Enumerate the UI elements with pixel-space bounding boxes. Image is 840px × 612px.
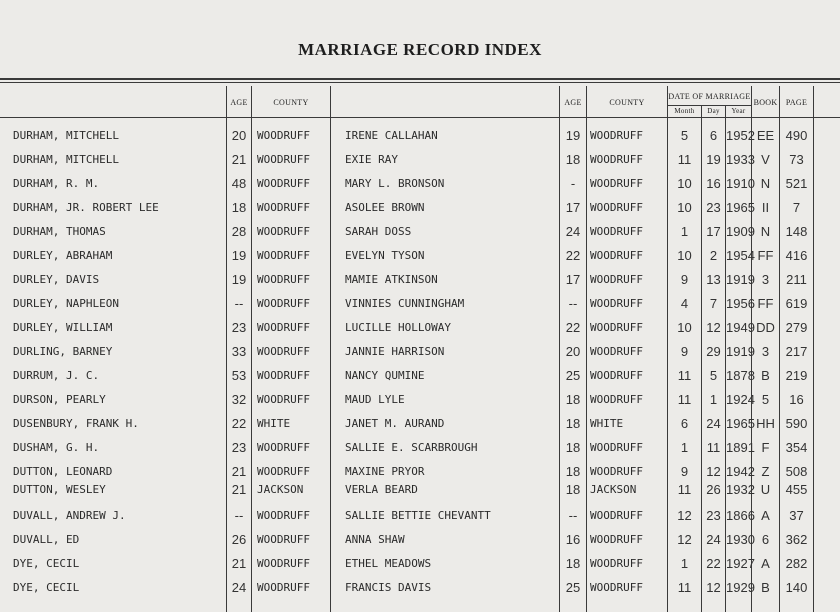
cell-bride: IRENE CALLAHAN (345, 129, 438, 142)
cell-b-county: WOODRUFF (590, 581, 643, 594)
cell-day: 12 (706, 320, 721, 335)
cell-groom: DURLEY, ABRAHAM (13, 249, 113, 262)
cell-month: 6 (680, 416, 689, 431)
cell-g-age: 28 (231, 224, 247, 239)
cell-bride: VERLA BEARD (345, 483, 418, 496)
cell-year: 1965 (726, 416, 755, 431)
cell-g-county: WOODRUFF (257, 321, 310, 334)
cell-groom: DURLEY, WILLIAM (13, 321, 113, 334)
table-row (0, 177, 840, 197)
cell-b-age: 16 (565, 532, 581, 547)
cell-page: 140 (785, 580, 808, 595)
table-row (0, 225, 840, 245)
cell-month: 12 (677, 508, 692, 523)
cell-b-county: WOODRUFF (590, 273, 643, 286)
cell-g-age: 21 (231, 556, 247, 571)
cell-day: 26 (706, 482, 721, 497)
cell-day: 16 (706, 176, 721, 191)
cell-b-age: 20 (565, 344, 581, 359)
cell-bride: MAXINE PRYOR (345, 465, 425, 478)
cell-bride: VINNIES CUNNINGHAM (345, 297, 465, 310)
cell-month: 11 (677, 392, 692, 407)
table-row (0, 441, 840, 461)
cell-day: 23 (706, 508, 721, 523)
header-book: BOOK (753, 98, 778, 107)
table-row (0, 417, 840, 437)
cell-year: 1954 (726, 248, 755, 263)
cell-year: 1949 (726, 320, 755, 335)
cell-page: 148 (785, 224, 808, 239)
cell-book: II (761, 200, 770, 215)
cell-g-county: WOODRUFF (257, 225, 310, 238)
cell-b-county: WOODRUFF (590, 201, 643, 214)
cell-g-age: 53 (231, 368, 247, 383)
cell-g-county: WOODRUFF (257, 177, 310, 190)
cell-day: 11 (706, 440, 721, 455)
table-row (0, 581, 840, 601)
cell-book: B (761, 368, 770, 383)
cell-day: 6 (709, 128, 718, 143)
cell-bride: ETHEL MEADOWS (345, 557, 432, 570)
cell-bride: EVELYN TYSON (345, 249, 425, 262)
header-year: Year (731, 107, 746, 115)
cell-day: 12 (706, 580, 721, 595)
cell-month: 4 (680, 296, 689, 311)
cell-b-county: WOODRUFF (590, 225, 643, 238)
cell-year: 1930 (726, 532, 755, 547)
header-county-bride: COUNTY (609, 98, 645, 107)
header-bottom-rule (0, 117, 840, 118)
cell-b-age: 18 (565, 416, 581, 431)
cell-b-county: WOODRUFF (590, 393, 643, 406)
cell-year: 1866 (726, 508, 755, 523)
cell-g-age: 18 (231, 200, 247, 215)
cell-groom: DURHAM, JR. ROBERT LEE (13, 201, 159, 214)
cell-day: 19 (706, 152, 721, 167)
cell-page: 73 (789, 152, 804, 167)
cell-g-county: WOODRUFF (257, 297, 310, 310)
cell-g-age: 24 (231, 580, 247, 595)
cell-book: 5 (761, 392, 770, 407)
cell-month: 12 (677, 532, 692, 547)
cell-groom: DYE, CECIL (13, 581, 80, 594)
cell-day: 12 (706, 464, 721, 479)
cell-page: 211 (786, 272, 807, 287)
header-age: AGE (230, 98, 248, 107)
cell-year: 1933 (726, 152, 755, 167)
cell-bride: EXIE RAY (345, 153, 398, 166)
cell-book: V (761, 152, 770, 167)
cell-b-age: 25 (565, 580, 581, 595)
cell-b-age: 18 (565, 440, 581, 455)
cell-month: 9 (680, 272, 689, 287)
cell-page: 362 (785, 532, 808, 547)
cell-book: N (760, 224, 771, 239)
table-row (0, 129, 840, 149)
header-age-bride: AGE (564, 98, 582, 107)
cell-book: A (761, 508, 770, 523)
cell-groom: DURLING, BARNEY (13, 345, 113, 358)
cell-month: 11 (677, 580, 692, 595)
cell-day: 1 (709, 392, 718, 407)
cell-b-age: 19 (565, 128, 581, 143)
header-page: PAGE (785, 98, 808, 107)
cell-day: 17 (706, 224, 721, 239)
date-subheader-rule (668, 105, 752, 106)
cell-month: 1 (680, 440, 689, 455)
cell-year: 1924 (726, 392, 755, 407)
cell-year: 1878 (726, 368, 755, 383)
cell-page: 590 (785, 416, 808, 431)
cell-b-county: JACKSON (590, 483, 637, 496)
cell-day: 23 (706, 200, 721, 215)
cell-g-county: WOODRUFF (257, 249, 310, 262)
cell-b-county: WOODRUFF (590, 129, 643, 142)
top-rule (0, 78, 840, 80)
cell-day: 22 (706, 556, 721, 571)
cell-b-county: WOODRUFF (590, 177, 643, 190)
cell-book: HH (756, 416, 775, 431)
cell-book: DD (756, 320, 775, 335)
cell-g-county: WOODRUFF (257, 465, 310, 478)
cell-groom: DURHAM, R. M. (13, 177, 100, 190)
cell-bride: JANET M. AURAND (345, 417, 445, 430)
top-rule-thin (0, 82, 840, 83)
cell-b-age: 22 (565, 248, 581, 263)
cell-b-county: WOODRUFF (590, 465, 643, 478)
cell-year: 1942 (726, 464, 755, 479)
cell-bride: MARY L. BRONSON (345, 177, 445, 190)
cell-bride: SARAH DOSS (345, 225, 412, 238)
cell-b-age: 17 (565, 272, 581, 287)
cell-groom: DURHAM, MITCHELL (13, 129, 119, 142)
cell-bride: ANNA SHAW (345, 533, 405, 546)
cell-bride: SALLIE BETTIE CHEVANTT (345, 509, 491, 522)
table-row (0, 557, 840, 577)
cell-g-age: 22 (231, 416, 247, 431)
cell-month: 10 (677, 320, 692, 335)
cell-g-age: 19 (231, 272, 247, 287)
cell-b-county: WOODRUFF (590, 533, 643, 546)
cell-page: 354 (785, 440, 808, 455)
cell-month: 9 (680, 464, 689, 479)
cell-day: 2 (709, 248, 718, 263)
cell-book: A (761, 556, 770, 571)
cell-groom: DURSON, PEARLY (13, 393, 106, 406)
cell-bride: JANNIE HARRISON (345, 345, 445, 358)
cell-g-county: WOODRUFF (257, 533, 310, 546)
cell-page: 508 (785, 464, 808, 479)
table-row (0, 297, 840, 317)
cell-g-age: 20 (231, 128, 247, 143)
cell-page: 219 (785, 368, 808, 383)
cell-month: 11 (677, 152, 692, 167)
cell-page: 7 (792, 200, 801, 215)
table-row (0, 369, 840, 389)
cell-year: 1952 (726, 128, 755, 143)
cell-month: 5 (680, 128, 689, 143)
cell-book: FF (757, 296, 774, 311)
cell-day: 13 (706, 272, 721, 287)
cell-g-age: 23 (231, 440, 247, 455)
cell-b-county: WOODRUFF (590, 557, 643, 570)
cell-g-county: JACKSON (257, 483, 304, 496)
cell-year: 1919 (726, 272, 755, 287)
cell-page: 455 (785, 482, 808, 497)
cell-b-county: WOODRUFF (590, 153, 643, 166)
cell-b-age: 18 (565, 482, 581, 497)
header-county: COUNTY (273, 98, 309, 107)
header-date-of-marriage: DATE OF MARRIAGE (668, 92, 751, 101)
cell-groom: DUTTON, LEONARD (13, 465, 113, 478)
cell-g-county: WOODRUFF (257, 201, 310, 214)
cell-groom: DYE, CECIL (13, 557, 80, 570)
cell-b-county: WOODRUFF (590, 345, 643, 358)
cell-g-age: 19 (231, 248, 247, 263)
cell-page: 16 (789, 392, 804, 407)
cell-month: 10 (677, 248, 692, 263)
cell-page: 279 (785, 320, 808, 335)
cell-year: 1965 (726, 200, 755, 215)
cell-g-age: 26 (231, 532, 247, 547)
table-row (0, 345, 840, 365)
cell-b-county: WOODRUFF (590, 369, 643, 382)
cell-year: 1910 (726, 176, 755, 191)
cell-year: 1929 (726, 580, 755, 595)
cell-bride: SALLIE E. SCARBROUGH (345, 441, 478, 454)
cell-groom: DURLEY, DAVIS (13, 273, 100, 286)
cell-g-county: WOODRUFF (257, 581, 310, 594)
cell-b-county: WHITE (590, 417, 624, 430)
cell-g-age: 48 (231, 176, 247, 191)
cell-b-age: - (570, 176, 576, 191)
cell-year: 1932 (726, 482, 755, 497)
cell-page: 37 (789, 508, 804, 523)
table-row (0, 509, 840, 529)
cell-page: 416 (785, 248, 808, 263)
cell-g-county: WHITE (257, 417, 291, 430)
cell-b-age: 18 (565, 464, 581, 479)
cell-groom: DUSENBURY, FRANK H. (13, 417, 139, 430)
cell-day: 24 (706, 416, 721, 431)
cell-month: 10 (677, 200, 692, 215)
cell-year: 1956 (726, 296, 755, 311)
cell-b-county: WOODRUFF (590, 297, 643, 310)
cell-g-age: -- (234, 296, 244, 311)
cell-book: EE (756, 128, 775, 143)
cell-day: 5 (709, 368, 718, 383)
cell-bride: LUCILLE HOLLOWAY (345, 321, 451, 334)
cell-g-age: 21 (231, 482, 247, 497)
cell-year: 1927 (726, 556, 755, 571)
cell-b-county: WOODRUFF (590, 509, 643, 522)
cell-g-county: WOODRUFF (257, 153, 310, 166)
cell-book: U (760, 482, 771, 497)
cell-book: FF (757, 248, 774, 263)
cell-g-county: WOODRUFF (257, 509, 310, 522)
cell-b-age: 24 (565, 224, 581, 239)
cell-groom: DURRUM, J. C. (13, 369, 100, 382)
cell-year: 1919 (726, 344, 755, 359)
cell-book: 6 (761, 532, 770, 547)
table-row (0, 273, 840, 293)
cell-book: Z (761, 464, 770, 479)
cell-g-county: WOODRUFF (257, 557, 310, 570)
cell-bride: FRANCIS DAVIS (345, 581, 432, 594)
cell-b-age: 18 (565, 392, 581, 407)
cell-book: B (761, 580, 770, 595)
table-row (0, 321, 840, 341)
cell-day: 7 (709, 296, 718, 311)
cell-g-county: WOODRUFF (257, 393, 310, 406)
cell-bride: ASOLEE BROWN (345, 201, 425, 214)
cell-month: 9 (680, 344, 689, 359)
cell-g-county: WOODRUFF (257, 441, 310, 454)
cell-b-age: -- (568, 508, 578, 523)
cell-b-age: 17 (565, 200, 581, 215)
cell-page: 490 (785, 128, 808, 143)
cell-month: 11 (677, 368, 692, 383)
cell-page: 217 (785, 344, 808, 359)
cell-groom: DURHAM, THOMAS (13, 225, 106, 238)
cell-g-age: 33 (231, 344, 247, 359)
cell-month: 1 (680, 224, 689, 239)
cell-bride: MAMIE ATKINSON (345, 273, 438, 286)
cell-book: 3 (761, 344, 770, 359)
table-row (0, 483, 840, 503)
cell-b-county: WOODRUFF (590, 249, 643, 262)
cell-book: F (761, 440, 770, 455)
cell-g-age: 21 (231, 464, 247, 479)
cell-month: 1 (680, 556, 689, 571)
cell-month: 11 (677, 482, 692, 497)
cell-b-county: WOODRUFF (590, 441, 643, 454)
header-day: Day (707, 107, 720, 115)
cell-bride: MAUD LYLE (345, 393, 405, 406)
cell-month: 10 (677, 176, 692, 191)
cell-page: 282 (785, 556, 808, 571)
cell-g-county: WOODRUFF (257, 129, 310, 142)
cell-page: 521 (785, 176, 808, 191)
table-row (0, 393, 840, 413)
table-row (0, 201, 840, 221)
cell-g-county: WOODRUFF (257, 369, 310, 382)
cell-groom: DUVALL, ED (13, 533, 80, 546)
header-month: Month (674, 107, 695, 115)
table-row (0, 153, 840, 173)
cell-g-county: WOODRUFF (257, 345, 310, 358)
cell-groom: DURLEY, NAPHLEON (13, 297, 119, 310)
cell-day: 29 (706, 344, 721, 359)
cell-g-age: 21 (231, 152, 247, 167)
cell-groom: DURHAM, MITCHELL (13, 153, 119, 166)
cell-g-age: 23 (231, 320, 247, 335)
cell-bride: NANCY QUMINE (345, 369, 425, 382)
cell-b-age: -- (568, 296, 578, 311)
page-title: MARRIAGE RECORD INDEX (298, 40, 542, 59)
cell-groom: DUSHAM, G. H. (13, 441, 100, 454)
cell-year: 1909 (726, 224, 755, 239)
cell-year: 1891 (726, 440, 755, 455)
cell-b-age: 18 (565, 556, 581, 571)
record-table (0, 78, 840, 612)
cell-book: N (760, 176, 771, 191)
cell-b-age: 18 (565, 152, 581, 167)
cell-book: 3 (761, 272, 770, 287)
cell-b-county: WOODRUFF (590, 321, 643, 334)
cell-g-age: 32 (231, 392, 247, 407)
cell-groom: DUVALL, ANDREW J. (13, 509, 126, 522)
cell-page: 619 (785, 296, 808, 311)
table-row (0, 249, 840, 269)
cell-day: 24 (706, 532, 721, 547)
cell-b-age: 25 (565, 368, 581, 383)
cell-g-age: -- (234, 508, 244, 523)
table-row (0, 533, 840, 553)
cell-groom: DUTTON, WESLEY (13, 483, 106, 496)
cell-b-age: 22 (565, 320, 581, 335)
cell-g-county: WOODRUFF (257, 273, 310, 286)
